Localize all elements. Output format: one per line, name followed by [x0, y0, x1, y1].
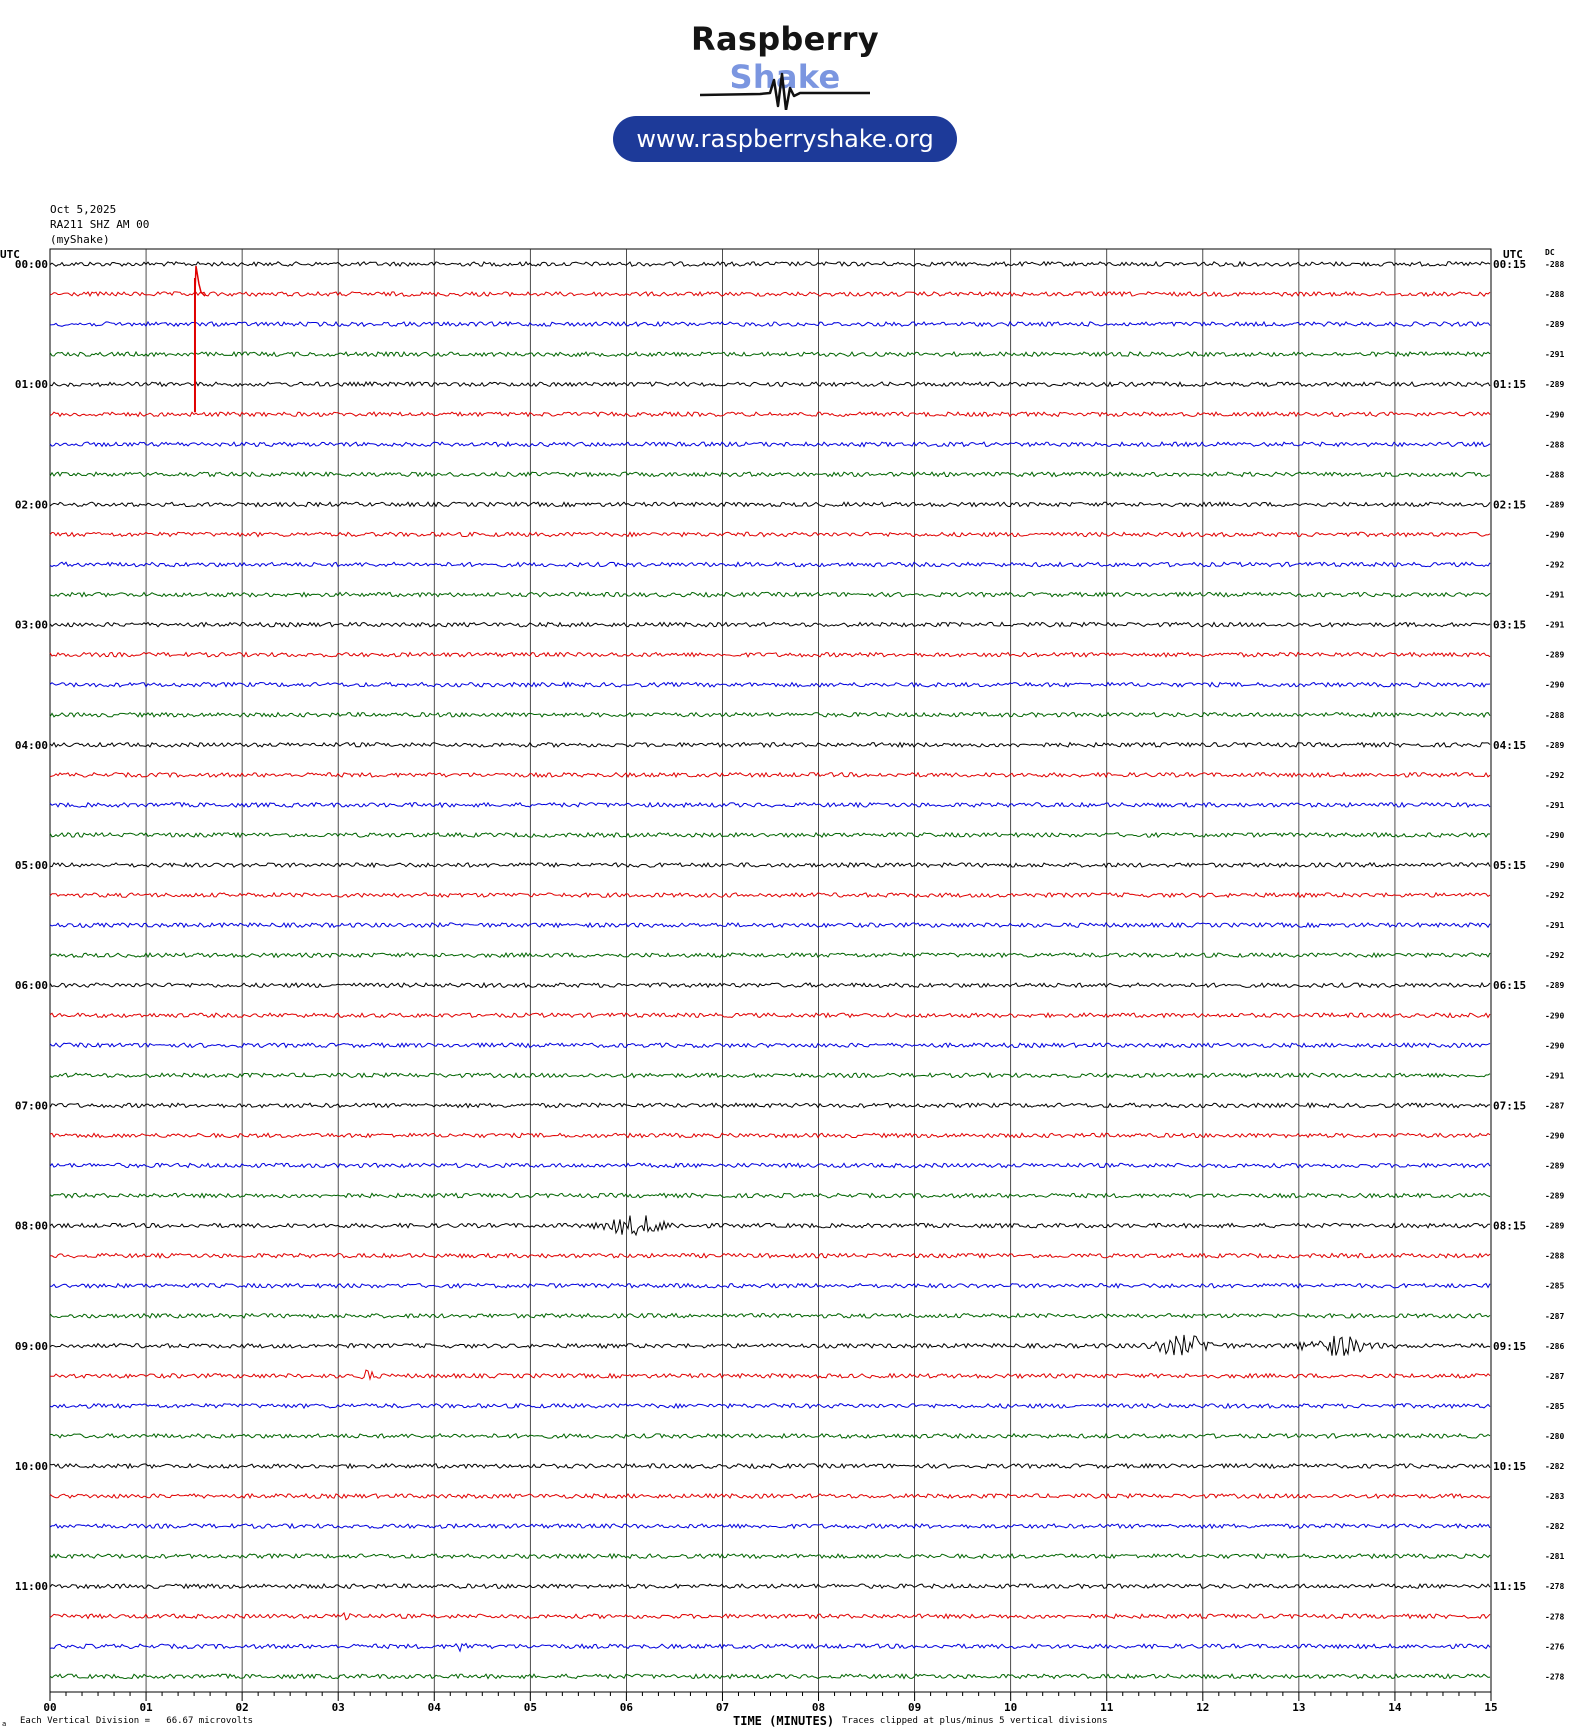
left-utc-header: UTC [0, 248, 20, 261]
seismic-trace [50, 1584, 1490, 1588]
dc-offset-label: -290 [1545, 680, 1565, 690]
clipping-note: Traces clipped at plus/minus 5 vertical divisions [842, 1716, 1108, 1726]
seismic-trace [50, 953, 1490, 957]
seismic-trace [50, 1644, 1490, 1652]
seismic-trace [50, 863, 1490, 867]
right-hour-label: 02:15 [1493, 498, 1527, 512]
right-hour-label: 09:15 [1493, 1339, 1527, 1353]
seismic-trace [50, 1494, 1490, 1498]
dc-offset-label: -281 [1545, 1552, 1565, 1562]
dc-offset-label: -289 [1545, 740, 1565, 750]
dc-offset-label: -289 [1545, 1221, 1565, 1231]
seismic-trace [50, 532, 1490, 536]
left-hour-label: 07:00 [14, 1099, 48, 1113]
station-code: RA211 SHZ AM 00 [50, 218, 150, 231]
seismic-trace [50, 262, 1490, 266]
seismic-trace [50, 1133, 1490, 1137]
dc-offset-label: -285 [1545, 1401, 1565, 1411]
seismic-trace [50, 562, 1490, 566]
left-hour-label: 09:00 [14, 1339, 48, 1353]
dc-offset-label: -278 [1545, 1582, 1565, 1592]
seismic-trace [50, 833, 1490, 837]
seismic-trace [50, 1073, 1490, 1077]
dc-offset-label: -288 [1545, 260, 1565, 269]
left-hour-label: 05:00 [14, 859, 48, 872]
seismic-trace [50, 442, 1490, 446]
x-tick-label: 02 [235, 1701, 249, 1714]
dc-offset-label: -280 [1545, 1431, 1565, 1441]
dc-offset-label: -292 [1545, 891, 1565, 901]
right-hour-label: 03:15 [1493, 618, 1527, 632]
seismic-trace [50, 653, 1490, 657]
right-utc-header: UTC [1503, 248, 1523, 261]
dc-offset-label: -283 [1545, 1492, 1565, 1502]
dc-offset-label: -288 [1545, 710, 1565, 720]
seismic-trace [50, 1163, 1490, 1167]
seismic-trace [50, 1254, 1490, 1258]
plot-date: Oct 5,2025 [50, 203, 117, 216]
left-hour-label: 06:00 [14, 979, 48, 993]
dc-offset-label: -287 [1545, 1311, 1565, 1321]
dc-offset-label: -289 [1545, 1161, 1565, 1171]
seismic-trace [50, 773, 1490, 777]
x-tick-label: 10 [1004, 1701, 1018, 1714]
dc-offset-label: -291 [1545, 1071, 1565, 1081]
seismic-trace [50, 352, 1490, 356]
seismic-trace [50, 1216, 1490, 1235]
website-url-badge[interactable]: www.raspberryshake.org [613, 116, 957, 162]
seismic-trace [50, 713, 1490, 717]
x-tick-label: 09 [907, 1701, 922, 1714]
x-tick-label: 08 [811, 1701, 826, 1714]
dc-offset-label: -289 [1545, 380, 1565, 390]
seismic-trace [50, 1613, 1490, 1620]
seismic-trace [50, 1524, 1490, 1528]
grid [50, 249, 1491, 1701]
dc-offset-label: -291 [1545, 800, 1565, 810]
right-hour-label: 05:15 [1493, 859, 1527, 872]
seismic-trace [50, 292, 1490, 296]
seismic-trace [50, 1434, 1490, 1438]
axis-labels [0, 248, 1564, 1714]
x-tick-label: 00 [43, 1701, 57, 1714]
dc-offset-label: -292 [1545, 770, 1565, 780]
x-tick-label: 11 [1100, 1701, 1114, 1714]
x-tick-label: 05 [523, 1701, 537, 1714]
dc-offset-label: -290 [1545, 1011, 1565, 1021]
seismic-trace [50, 1674, 1490, 1678]
seismic-trace [50, 923, 1490, 927]
dc-offset-label: -289 [1545, 1191, 1565, 1201]
left-hour-label: 04:00 [14, 738, 48, 752]
right-hour-label: 08:15 [1493, 1219, 1527, 1233]
right-hour-label: 06:15 [1493, 979, 1527, 993]
dc-offset-label: -278 [1545, 1672, 1565, 1682]
seismic-trace [50, 1464, 1490, 1468]
logo-brand-part2: Shake [729, 58, 841, 96]
dc-offset-label: -288 [1545, 290, 1565, 300]
dc-offset-label: -287 [1545, 1101, 1565, 1111]
dc-offset-label: -282 [1545, 1522, 1565, 1532]
dc-offset-label: -288 [1545, 1251, 1565, 1261]
dc-offset-label: -288 [1545, 440, 1565, 450]
left-hour-label: 11:00 [14, 1580, 48, 1594]
x-axis-title: TIME (MINUTES) [733, 1714, 835, 1728]
data-source: (myShake) [50, 233, 110, 246]
seismic-trace [50, 622, 1490, 626]
seismic-trace [50, 1370, 1490, 1379]
left-hour-label: 02:00 [14, 498, 48, 512]
dc-offset-label: -289 [1545, 500, 1565, 510]
seismic-trace [50, 1284, 1490, 1288]
dc-offset-label: -287 [1545, 1371, 1565, 1381]
seismic-trace [50, 382, 1490, 386]
x-tick-label: 14 [1388, 1701, 1402, 1714]
dc-offset-label: -291 [1545, 921, 1565, 931]
dc-offset-label: -291 [1545, 590, 1565, 600]
seismic-trace [50, 1404, 1490, 1408]
x-tick-label: 13 [1292, 1701, 1306, 1714]
seismic-trace [50, 683, 1490, 687]
right-hour-label: 04:15 [1493, 738, 1527, 752]
x-tick-label: 01 [139, 1701, 153, 1714]
seismic-trace [50, 1103, 1490, 1107]
dc-offset-label: -290 [1545, 410, 1565, 420]
x-tick-label: 15 [1484, 1701, 1498, 1714]
seismic-trace [50, 1335, 1490, 1356]
traces [50, 262, 1490, 1679]
x-tick-label: 04 [427, 1701, 441, 1714]
right-hour-label: 01:15 [1493, 378, 1527, 392]
dc-offset-label: -289 [1545, 320, 1565, 330]
dc-offset-label: -290 [1545, 530, 1565, 540]
dc-offset-label: -290 [1545, 1041, 1565, 1051]
right-hour-label: 07:15 [1493, 1099, 1527, 1113]
seismic-trace [50, 1554, 1490, 1558]
dc-offset-label: -289 [1545, 650, 1565, 660]
seismic-trace [50, 893, 1490, 897]
left-hour-label: 01:00 [14, 378, 48, 392]
dc-offset-label: -276 [1545, 1642, 1565, 1652]
right-hour-label: 11:15 [1493, 1580, 1527, 1594]
seismic-trace [50, 1314, 1490, 1318]
seismic-trace [50, 322, 1490, 326]
dc-offset-label: -289 [1545, 981, 1565, 991]
dc-offset-label: -282 [1545, 1462, 1565, 1471]
dc-offset-label: -292 [1545, 951, 1565, 961]
x-tick-label: 12 [1196, 1701, 1210, 1714]
right-hour-label: 00:15 [1493, 258, 1527, 271]
seismic-trace [50, 592, 1490, 596]
seismic-trace [50, 472, 1490, 476]
dc-offset-label: -286 [1545, 1341, 1565, 1351]
left-hour-label: 03:00 [14, 618, 48, 632]
left-hour-label: 08:00 [14, 1219, 48, 1233]
dc-offset-label: -278 [1545, 1612, 1565, 1622]
dc-offset-label: -291 [1545, 620, 1565, 630]
dc-header: DC [1545, 248, 1555, 257]
footer-mark: a [2, 1720, 7, 1728]
dc-offset-label: -292 [1545, 560, 1565, 570]
plot-frame [50, 249, 1491, 1692]
dc-offset-label: -290 [1545, 830, 1565, 840]
seismic-trace [50, 1013, 1490, 1017]
seismic-trace [50, 743, 1490, 747]
dc-offset-label: -285 [1545, 1281, 1565, 1291]
seismic-trace [50, 1043, 1490, 1047]
x-tick-label: 06 [619, 1701, 634, 1714]
dc-offset-label: -288 [1545, 470, 1565, 480]
seismic-trace [50, 502, 1490, 506]
x-tick-label: 07 [715, 1701, 730, 1714]
dc-offset-label: -291 [1545, 350, 1565, 360]
vertical-division-note: Each Vertical Division = 66.67 microvolts [20, 1716, 253, 1726]
x-tick-label: 03 [331, 1701, 345, 1714]
seismic-trace [50, 412, 1490, 416]
dc-offset-label: -290 [1545, 861, 1565, 870]
seismic-trace [50, 1193, 1490, 1197]
spike-upper [195, 266, 205, 296]
left-hour-label: 00:00 [14, 258, 48, 271]
logo-brand-part1: Raspberry [691, 20, 879, 58]
right-hour-label: 10:15 [1493, 1460, 1527, 1473]
seismic-trace [50, 983, 1490, 987]
seismic-trace [50, 803, 1490, 807]
left-hour-label: 10:00 [14, 1460, 48, 1473]
dc-offset-label: -290 [1545, 1131, 1565, 1141]
